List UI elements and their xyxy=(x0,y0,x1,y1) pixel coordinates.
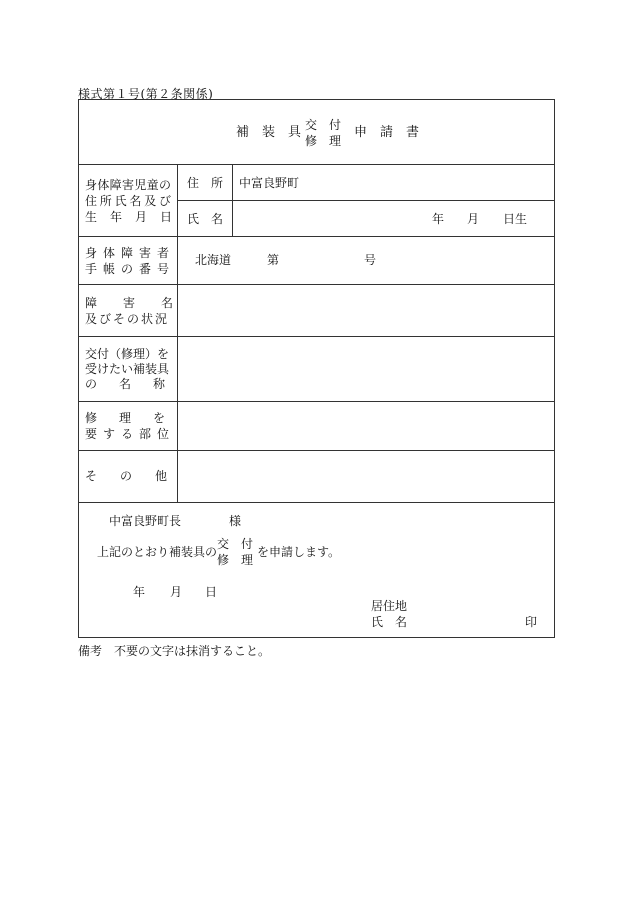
device-label-line-1: 交付（修理）を xyxy=(85,347,170,361)
remarks: 備考 不要の文字は抹消すること。 xyxy=(78,644,271,658)
handbook-prefecture: 北海道 xyxy=(195,253,232,267)
divider xyxy=(79,450,554,451)
declaration-text-after: を申請します。 xyxy=(257,545,341,559)
date-year-label: 年 xyxy=(133,585,146,599)
handbook-label-line-1: 身体障害者 xyxy=(85,246,176,260)
divider xyxy=(79,164,554,165)
repair-label-line-2: 要する部位 xyxy=(85,427,176,441)
divider xyxy=(79,336,554,337)
title-option-issue: 交 付 xyxy=(305,118,342,132)
birth-year-label: 年 xyxy=(432,212,445,226)
label-char: 氏 xyxy=(114,194,127,208)
repair-label-line-1: 修理を xyxy=(85,411,188,425)
label-char: の xyxy=(158,178,171,192)
divider xyxy=(232,164,233,236)
disability-label-line-1: 障害名 xyxy=(85,296,200,310)
label-char: 所 xyxy=(99,194,112,208)
divider xyxy=(177,200,554,201)
seal-mark: 印 xyxy=(525,615,538,629)
label-char: 児 xyxy=(134,178,147,192)
divider xyxy=(79,401,554,402)
application-form xyxy=(78,99,555,638)
applicant-label-line-1 xyxy=(85,179,171,191)
birth-month-label: 月 xyxy=(467,212,480,226)
date-month-label: 月 xyxy=(170,585,183,599)
label-char: 害 xyxy=(121,178,134,192)
name-label: 氏 名 xyxy=(187,212,224,226)
label-char: 体 xyxy=(97,178,110,192)
declaration-text-before: 上記のとおり補装具の xyxy=(97,545,218,559)
label-char: 身 xyxy=(85,178,98,192)
disability-label-line-2: 及びその状況 xyxy=(85,312,170,326)
device-label-line-2: 受けたい補装具 xyxy=(85,362,170,376)
address-value[interactable]: 中富良野町 xyxy=(239,176,300,190)
form-number: 様式第１号(第２条関係) xyxy=(78,87,214,101)
honorific: 様 xyxy=(229,514,242,528)
handbook-go: 号 xyxy=(364,253,377,267)
device-label-line-3: の名称 xyxy=(85,377,188,391)
label-char: 住 xyxy=(85,194,98,208)
title-option-repair: 修 理 xyxy=(305,134,342,148)
declaration-option-repair: 修 理 xyxy=(217,553,254,567)
addressee: 中富良野町長 xyxy=(109,514,182,528)
birth-day-label: 日生 xyxy=(503,212,528,226)
handbook-label-line-2: 手帳の番号 xyxy=(85,262,176,276)
other-label: その他 xyxy=(85,469,191,483)
divider xyxy=(79,284,554,285)
date-day-label: 日 xyxy=(205,585,218,599)
divider xyxy=(79,236,554,237)
residence-label: 居住地 xyxy=(371,599,408,613)
signer-name-label: 氏 名 xyxy=(371,615,408,629)
divider xyxy=(79,502,554,503)
label-char: 名 xyxy=(129,194,142,208)
declaration-option-issue: 交 付 xyxy=(217,537,254,551)
label-char: び xyxy=(158,194,171,208)
label-char: 及 xyxy=(144,194,157,208)
applicant-label-line-3: 生年月日 xyxy=(85,210,186,224)
label-char: 障 xyxy=(109,178,122,192)
applicant-label-line-2 xyxy=(85,195,171,207)
label-char: 童 xyxy=(146,178,159,192)
handbook-dai: 第 xyxy=(267,253,280,267)
title-prefix: 補 装 具 xyxy=(236,125,302,140)
address-label: 住 所 xyxy=(187,176,224,190)
title-suffix: 申 請 書 xyxy=(354,125,420,140)
